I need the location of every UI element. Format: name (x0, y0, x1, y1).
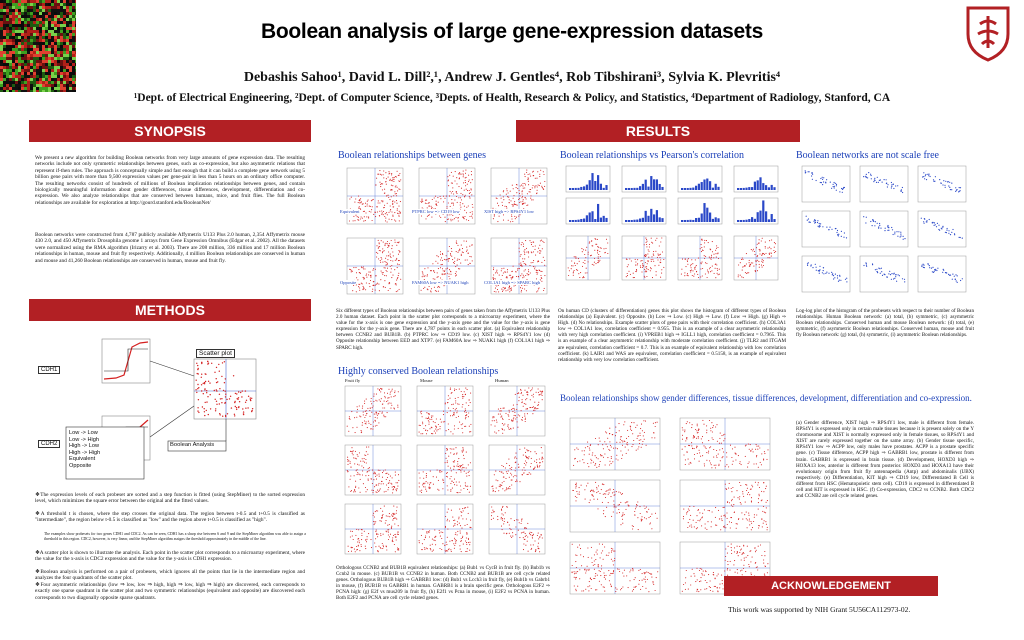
legend-item: Opposite (69, 462, 92, 469)
results-col1-caption: Six different types of Boolean relationships between pairs of genes taken from the Affymetrix U133 Plus 2.0 human dataset. Each point in the scatter plot corresponds to a microarray experiment, where the value for the x-axis is one gene expression and the y-axis gene and the value for the y-axis is gene expression for the y-axis gene. There are 4,787 points in each scatter plot. (a) Equivalent relationship between CCNB2 and BUB1B. (b) PTPRC low ⇒ CD19 low. (c) XIST high ⇒ RPS4Y1 low (d) Opposite relationship between EED and XTP7. (e) FAM60A low ⇒ NUAK1 high (f) COL1A1 high ⇒ SPARC high. (336, 308, 550, 351)
panel-label-col1a1: COL1A1 high => SPARC high (484, 280, 541, 285)
synopsis-paragraph-2: Boolean networks were constructed from 4,787 publicly available Affymetrix U133 Plus 2.0 human, 2,354 Affymetrix mouse 430 2.0, and 450 Affymetrix Drosophila genome 1 arrays from Gene Expression Omnibus (Edgar et al. 2002). All the datasets were normalized using the RMA algorithm (Irizarry et al. 2003). There are 208 million, 336 million and 17 million Boolean relationships in human, mouse and fruit fly respectively. Additionally, 4 million Boolean relationships are conserved in human and mouse and 41,260 Boolean relationships are conserved in human, mouse and fruit fly. (35, 232, 305, 264)
methods-bullet-1: ❖The expression levels of each probeset are sorted and a step function is fitted (using StepMiner) to the sorted expression level, which minimizes the square error between the original and the fitted values. (35, 492, 305, 505)
scale-free-figure-svg (794, 162, 974, 302)
acknowledgement-banner: ACKNOWLEDGEMENT (724, 576, 938, 596)
gene-label-cdc2: CDH2 (38, 440, 60, 448)
acknowledgement-text: This work was supported by NIH Grant 5U56CA112973-02. (728, 605, 911, 614)
results-col1-heading: Boolean relationships between genes (338, 150, 487, 161)
affiliations: ¹Dept. of Electrical Engineering, ²Dept. of Computer Science, ³Depts. of Health, Research & Policy, and Statistics, ⁴Department of Radiology, Stanford, CA (133, 92, 891, 104)
conserved-scatter-grid-svg (335, 384, 553, 564)
gene-label-cdh1: CDH1 (38, 366, 60, 374)
legend-item: High -> High (69, 449, 101, 456)
results-banner: RESULTS (516, 120, 800, 142)
methods-banner: METHODS (29, 299, 311, 321)
pearson-figure-svg (558, 162, 788, 302)
relationship-legend (69, 430, 100, 470)
species-label-fly: Fruit fly (345, 378, 361, 383)
boolean-analysis-label: Boolean Analysis (170, 442, 215, 448)
methods-bullet-5: ❖Four asymmetric relationships (low ⇒ low, low ⇒ high, high ⇒ low, high ⇒ high) are discovered, each corresponds to exactly one sparse quadrant in the scatter plot and two symmetric relationships (equivalent and opposite) are discovered each corresponds to two diagonally opposite sparse quadrants. (35, 582, 305, 601)
results-col2-caption: On human CD (clusters of differentiation) genes this plot shows the histogram of different types of Boolean relationships (a) Equivalent. (c) Opposite. (b) Low ⇒ Low. (c) High ⇒ Low. (f) Low ⇒ High. (g) High ⇒ High. (d) No relationships. Example scatter plots of gene pairs with their correlation coefficient. (h) COL3A1 low ⇒ COL1A1 low, correlation coefficient = 0.955. This is an example of a clear asymmetric relationship with very high correlation coefficient. (i) VPREB1 high ⇒ IGLL1 high, correlation coefficient = 0.7965. This is an example of a clear asymmetric relationship with moderate correlation coefficient. (j) TLR2 and ITGAM are equivalent, correlation coefficient = 0.7. This is an example of equivalent relationship with low correlation coefficient. (k) LAIR1 and WAS are equivalent, correlation coefficient = 0.5158, is an example of equivalent relationship with very low correlation coefficient. (558, 308, 786, 363)
legend-item: Low -> Low (69, 430, 98, 436)
results-col2-heading: Boolean relationships vs Pearson's correlation (560, 150, 744, 161)
results-col3-heading: Boolean networks are not scale free (796, 150, 939, 161)
panel-label-xist: XIST high => RPS4Y1 low (484, 209, 535, 214)
methods-bullet-4: ❖Boolean analysis is performed on a pair of probesets, which ignores all the points that lie in the intermediate region and analyzes the four quadrants of the scatter plot. (35, 569, 305, 582)
results-col4-heading: Highly conserved Boolean relationships (338, 366, 499, 377)
results-col5-heading: Boolean relationships show gender differences, tissue differences, development, differentiation and co-expression. (560, 393, 972, 403)
differences-scatter-grid (558, 416, 788, 602)
conserved-scatter-grid (335, 384, 553, 564)
panel-label-fam60a: FAM60A low => NUAK1 high (412, 280, 469, 285)
methods-bullet-3: ❖A scatter plot is shown to illustrate the analysis. Each point in the scatter plot corresponds to a microarray experiment, where the value for the x-axis is CDC2 expression and the value for the y-axis is CDH1 expression. (35, 550, 305, 563)
scatter-plot-label: Scatter plot (196, 349, 235, 358)
legend-item: Low -> High (69, 436, 100, 443)
methods-scatter (194, 359, 256, 419)
poster-title: Boolean analysis of large gene-expression datasets (260, 20, 764, 43)
cdh1-step-plot (102, 339, 150, 383)
results-col5-caption: (a) Gender difference, XIST high ⇒ RPS4Y1 low, male is different from female. RPS4Y1 is expressed only in certain male tissues because it is present solely on the Y chromosome and XIST is normally expressed only in female tissues, so RPS4Y1 and XIST are rarely expressed together on the same array. (b) Gender tissue specific, RPS4Y1 low ⇒ ACPP low, only males have prostates. ACPP is a prostate specific gene. (c) Tissue difference, ACPP high ⇒ GABRB1 low, prostate is different from brain. GABRB1 is expressed in brain tissue. (d) Development, HOXD3 high ⇒ HOXA13 low, anterior is different from posterior. HOXD3 and HOXA13 have their evolutionary origin from fruit fly antennapedia (Antp) and abdominalis (UBX) respectively. (e) Differentiation, KIT high ⇒ CD19 low, Differentiated B Cell is different from HSC (Hematopoietic stem cell). CD19 is expressed in differentiated B cell and KIT is expressed in HSC. (f) Co-expression, CDC2 vs CCNB2. Both CDC2 and CCNB2 are cell cycle related genes. (796, 420, 974, 500)
synopsis-paragraph-1: We present a new algorithm for building Boolean networks from very large amounts of gene expression data. The resulting networks include not only symmetric relationships between genes, such as co-expression, but also asymmetric relations that represent if-then rules. The approach is conceptually simple and fast enough that it can build a complete gene network using 5 billion gene pairs with more than 9,500 expression values per gene-pair in less than 5 hours on an ordinary office computer. The resulting networks consist of hundreds of millions of Boolean implication relationships between genes, and contain biologically meaningful information about gender differences, tissue differences, development, differentiation and co-expression. We also analyze relationships that are conserved between humans, mice, and fruit flies. The full Boolean relationships are available for exploration at http://gourd.stanford.edu/BooleanNet/ (35, 155, 305, 206)
differences-scatter-grid-svg (558, 416, 788, 602)
methods-sub-note: The examples show probesets for two genes CDH1 and CDC2. As can be seen, CDH1 has a sharp rise between 6 and 9 and the StepMiner algorithm was able to assign a threshold in this region. CDC2, however, is very linear, and the StepMiner algorithm assigns the threshold approximately in the middle of the line. (44, 532, 306, 541)
methods-bullet-2: ❖A threshold t is chosen, where the step crosses the original data. The region between t-0.5 and t+0.5 is classified as "intermediate", the region below t-0.5 is classified as "low" and the region above t+0.5 is classified as "high". (35, 511, 305, 524)
legend-item: High -> Low (69, 443, 100, 450)
legend-item: Equivalent (69, 456, 96, 463)
species-label-mouse: Mouse (420, 378, 433, 383)
authors: Debashis Sahoo¹, David L. Dill²,¹, Andrew J. Gentles⁴, Rob Tibshirani³, Sylvia K. Plevritis⁴ (243, 70, 781, 85)
panel-label-opposite: Opposite (340, 280, 357, 285)
results-col4-caption: Orthologous CCNB2 and BUB1B equivalent relationships: (a) Bub1 vs CycB in fruit fly. (b) Bub1b vs Ccnb2 in mouse. (c) BUB1B vs CCNB2 in human. Both CCNB2 and BUB1B are cell cycle related genes. Orthologous BUB1B high ⇒ GABRB1 low: (d) Bub1 vs Lcch3 in fruit fly, (e) Bub1b vs Gabrb1 in mouse, (f) BUB1B vs GABRB1 in human. GABRB1 is a brain specific gene. Orthologous E2F2 ⇒ PCNA high: (g) E2f vs mus209 in fruit fly, (h) E2f1 vs Pcna in mouse, (i) E2F2 vs PCNA in human. Both E2F2 and PCNA are cell cycle related genes. (336, 565, 550, 602)
synopsis-banner: SYNOPSIS (29, 120, 311, 142)
panel-label-ptprc: PTPRC low => CD19 low (412, 209, 460, 214)
pearson-figure (558, 162, 788, 302)
panel-label-equivalent: Equivalent (340, 209, 360, 214)
results-col3-caption: Log-log plot of the histogram of the probesets with respect to their number of Boolean relationships. Human Boolean network: (a) total, (b) symmetric, (c) asymmetric Boolean relationships. Conserved human and mouse Boolean network: (d) total, (e) symmetric, (f) asymmetric Boolean relationships. Conserved human, mouse and fruit fly Boolean network: (g) total, (h) symmetric, (i) asymmetric Boolean relationships. (796, 308, 974, 339)
species-label-human: Human (495, 378, 509, 383)
scale-free-figure (794, 162, 974, 302)
